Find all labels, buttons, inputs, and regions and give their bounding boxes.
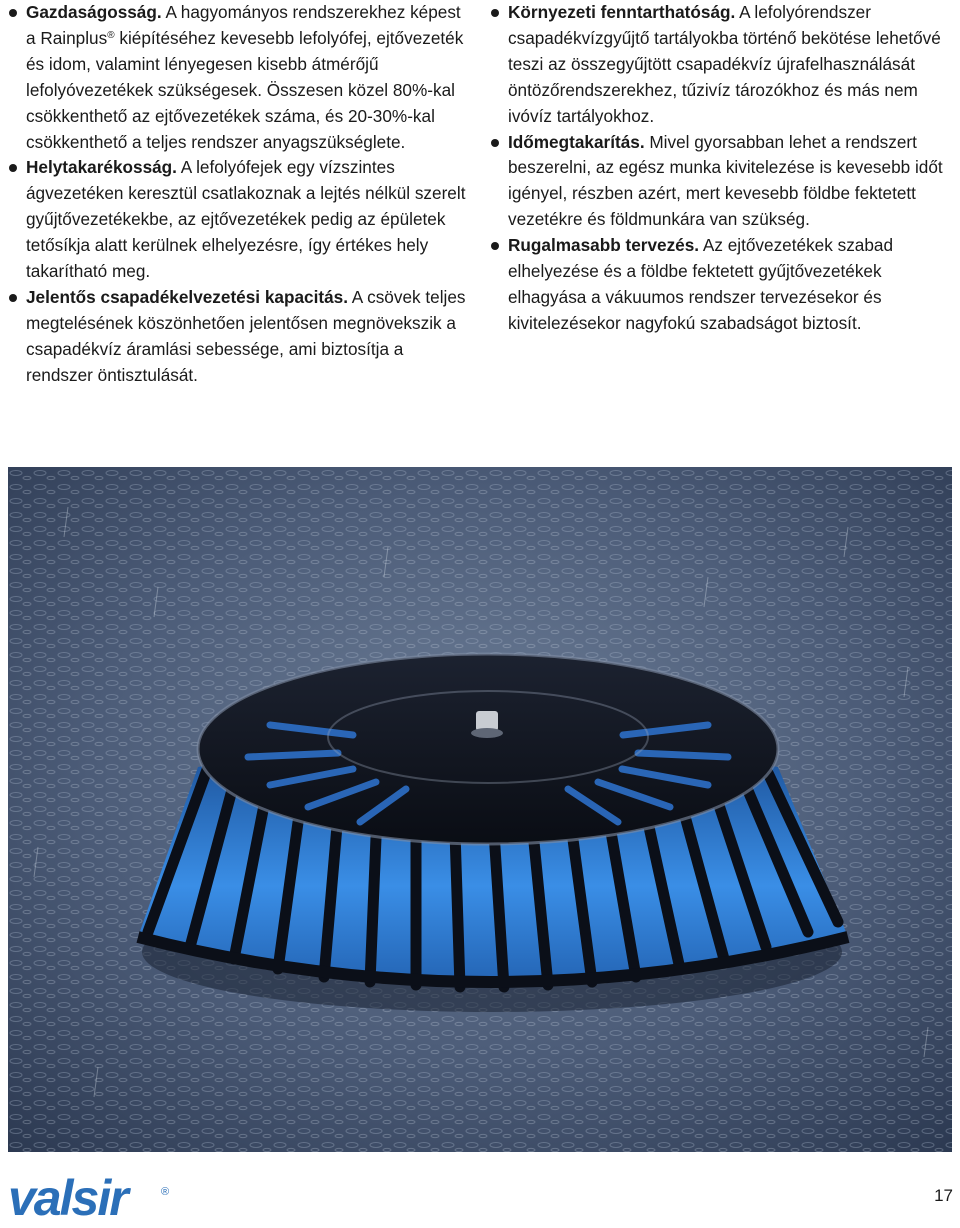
- bullet-text: A lefolyófejek egy vízszintes ágvezetéken keresztül csatlakoznak a lejtés nélkül szerelt gyűjtővezetékekbe, az ejtővezetékek pedig az épületek tetősíkja alatt kerülnek elhelyezésre, így értékes hely takarítható meg.: [26, 157, 466, 282]
- bullet-dot-icon: [9, 294, 17, 302]
- page-number: 17: [934, 1186, 953, 1205]
- bullet-gazdasagossag: [8, 0, 470, 155]
- bullet-heading: Időmegtakarítás.: [508, 131, 645, 152]
- bullet-helytakarekossag: [8, 155, 470, 285]
- bullet-kapacitas: [8, 285, 470, 389]
- bullet-dot-icon: [9, 164, 17, 172]
- bullet-dot-icon: [491, 9, 499, 17]
- roof-drain-illustration: [8, 467, 952, 1152]
- logo-wordmark: valsir: [8, 1173, 127, 1223]
- bullet-dot-icon: [491, 242, 499, 250]
- registered-mark: ®: [107, 29, 115, 41]
- right-column: [490, 0, 956, 337]
- bullet-text: A hagyományos rendszerekhez képest a Rainplus: [26, 2, 461, 48]
- bullet-heading: Jelentős csapadékelvezetési kapacitás.: [26, 286, 348, 307]
- bullet-dot-icon: [491, 139, 499, 147]
- bullet-dot-icon: [9, 9, 17, 17]
- bullet-text: kiépítéséhez kevesebb lefolyófej, ejtővezeték és idom, valamint lényegesen kisebb átmérőjű lefolyóvezetékek szükségesek. Összesen közel 80%-kal csökkenthető az ejtővezetékek száma, és 20-30%-kal csökkenthető a teljes rendszer anyagszükséglete.: [26, 27, 464, 152]
- left-column: [8, 0, 470, 389]
- valsir-logo: [6, 1173, 176, 1223]
- bullet-heading: Gazdaságosság.: [26, 2, 162, 22]
- bullet-rugalmasabb: [490, 233, 956, 337]
- bullet-fenntarthatosag: [490, 0, 956, 130]
- bullet-text: Az ejtővezetékek szabad elhelyezése és a földbe fektetett gyűjtővezetékek elhagyása a vákuumos rendszer tervezésekor és kivitelezésekor nagyfokú szabadságot biztosít.: [508, 235, 894, 333]
- bullet-text: A csövek teljes megtelésének köszönhetően jelentősen megnövekszik a csapadékvíz áramlási sebessége, ami biztosítja a rendszer öntisztulását.: [26, 286, 466, 385]
- bullet-text: Mivel gyorsabban lehet a rendszert beszerelni, az egész munka kivitelezése is kevesebb időt igényel, részben azért, mert kevesebb földbe fektetett vezetékre és földmunkára van szükség.: [508, 131, 943, 230]
- roof-drain-photo: [8, 467, 952, 1152]
- bullet-text: A lefolyórendszer csapadékvízgyűjtő tartályokba történő bekötése lehetővé teszi az összegyűjtött csapadékvíz újrafelhasználását öntözőrendszerekhez, tűzivíz tározókhoz és más nem ivóvíz tartályokhoz.: [508, 2, 941, 126]
- logo-registered-mark: ®: [161, 1186, 170, 1198]
- bullet-heading: Rugalmasabb tervezés.: [508, 235, 700, 256]
- bullet-heading: Környezeti fenntarthatóság.: [508, 2, 736, 22]
- bullet-heading: Helytakarékosság.: [26, 157, 177, 178]
- bullet-idomegtakaritas: [490, 130, 956, 234]
